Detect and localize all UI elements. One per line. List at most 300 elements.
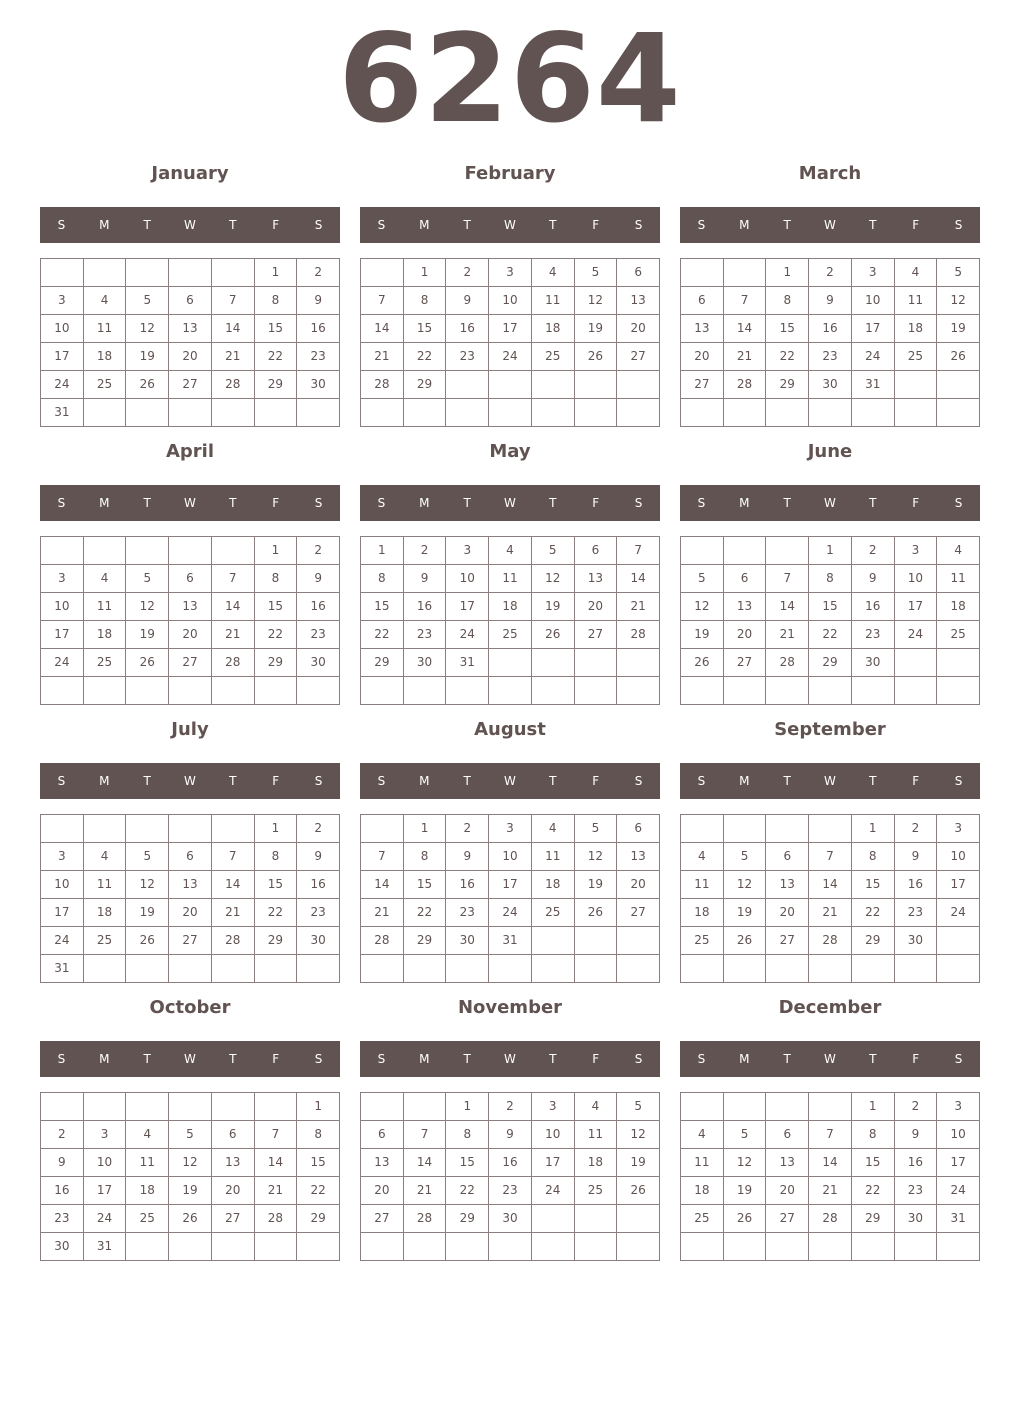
day-cell: 21 [404,1177,447,1205]
day-cell: 16 [895,1149,938,1177]
weekday-label: T [869,774,877,788]
day-cell: 9 [41,1149,84,1177]
day-cell: 12 [681,593,724,621]
empty-cell [41,677,84,705]
weekday-label: T [869,1052,877,1066]
day-cell: 23 [895,1177,938,1205]
day-cell: 5 [937,259,980,287]
empty-cell [84,1093,127,1121]
day-cell: 18 [681,1177,724,1205]
empty-cell [724,537,767,565]
weekday-label: M [99,218,110,232]
day-cell: 9 [852,565,895,593]
day-cell: 19 [617,1149,660,1177]
empty-cell [724,259,767,287]
weekday-label: W [184,218,196,232]
day-cell: 1 [766,259,809,287]
weekday-label: M [419,496,430,510]
month-name: May [489,441,531,462]
empty-cell [852,1233,895,1261]
day-grid [360,536,660,705]
day-cell: 14 [361,315,404,343]
weekday-header [360,1041,660,1077]
empty-cell [489,1233,532,1261]
day-cell: 2 [489,1093,532,1121]
day-cell: 8 [852,843,895,871]
day-cell: 26 [126,927,169,955]
day-cell: 12 [575,843,618,871]
day-cell: 15 [809,593,852,621]
weekday-label: F [272,1052,280,1066]
empty-cell [617,955,660,983]
empty-cell [766,399,809,427]
day-cell: 20 [169,343,212,371]
day-cell: 8 [404,287,447,315]
empty-cell [446,1233,489,1261]
day-cell: 21 [809,1177,852,1205]
month-name: June [807,441,853,462]
day-cell: 5 [575,815,618,843]
empty-cell [126,259,169,287]
month-july [40,712,340,982]
day-cell: 15 [766,315,809,343]
day-cell: 23 [404,621,447,649]
day-cell: 7 [724,287,767,315]
day-cell: 20 [681,343,724,371]
empty-cell [937,649,980,677]
day-cell: 20 [724,621,767,649]
day-cell: 29 [404,371,447,399]
weekday-label: S [697,774,706,788]
weekday-label: F [592,774,600,788]
day-cell: 15 [297,1149,340,1177]
weekday-label: S [57,774,66,788]
day-cell: 18 [937,593,980,621]
empty-cell [852,399,895,427]
day-cell: 14 [724,315,767,343]
empty-cell [575,649,618,677]
weekday-label: S [57,1052,66,1066]
weekday-label: F [592,496,600,510]
day-cell: 3 [489,259,532,287]
day-cell: 2 [297,259,340,287]
empty-cell [724,955,767,983]
day-cell: 21 [617,593,660,621]
day-cell: 24 [852,343,895,371]
empty-cell [895,649,938,677]
day-cell: 8 [255,843,298,871]
day-cell: 29 [766,371,809,399]
day-cell: 16 [41,1177,84,1205]
weekday-header [40,485,340,521]
day-cell: 30 [852,649,895,677]
day-cell: 24 [41,927,84,955]
empty-cell [489,649,532,677]
day-cell: 13 [766,1149,809,1177]
day-cell: 25 [681,1205,724,1233]
day-cell: 18 [84,899,127,927]
day-cell: 27 [361,1205,404,1233]
day-cell: 6 [681,287,724,315]
day-cell: 17 [937,1149,980,1177]
day-grid [360,258,660,427]
day-cell: 4 [681,843,724,871]
day-cell: 1 [852,1093,895,1121]
empty-cell [681,1093,724,1121]
day-cell: 4 [84,287,127,315]
day-cell: 18 [575,1149,618,1177]
day-cell: 29 [404,927,447,955]
empty-cell [255,1093,298,1121]
day-cell: 4 [84,565,127,593]
empty-cell [895,1233,938,1261]
day-cell: 25 [532,899,575,927]
day-cell: 11 [84,593,127,621]
empty-cell [895,955,938,983]
day-cell: 19 [575,315,618,343]
day-cell: 2 [446,259,489,287]
day-cell: 4 [84,843,127,871]
day-cell: 24 [489,343,532,371]
empty-cell [937,371,980,399]
weekday-label: F [592,1052,600,1066]
day-cell: 13 [169,871,212,899]
weekday-label: W [824,774,836,788]
day-cell: 23 [895,899,938,927]
day-cell: 30 [297,649,340,677]
day-cell: 9 [297,843,340,871]
day-cell: 24 [895,621,938,649]
day-cell: 1 [255,537,298,565]
day-cell: 3 [532,1093,575,1121]
empty-cell [617,927,660,955]
day-cell: 10 [489,287,532,315]
empty-cell [41,815,84,843]
day-cell: 28 [212,649,255,677]
empty-cell [575,927,618,955]
weekday-label: M [739,1052,750,1066]
day-cell: 5 [724,1121,767,1149]
day-cell: 25 [84,649,127,677]
day-cell: 11 [84,315,127,343]
weekday-header [680,763,980,799]
empty-cell [297,955,340,983]
weekday-label: S [954,218,963,232]
day-cell: 25 [84,927,127,955]
day-cell: 8 [852,1121,895,1149]
weekday-label: W [504,218,516,232]
month-name: August [474,719,546,740]
day-cell: 12 [937,287,980,315]
day-cell: 3 [41,287,84,315]
empty-cell [681,1233,724,1261]
day-cell: 16 [895,871,938,899]
weekday-label: T [783,218,791,232]
weekday-label: S [314,774,323,788]
day-cell: 26 [575,343,618,371]
weekday-label: S [697,496,706,510]
empty-cell [937,677,980,705]
day-cell: 13 [724,593,767,621]
day-cell: 16 [809,315,852,343]
weekday-label: T [463,218,471,232]
weekday-label: M [419,774,430,788]
day-cell: 13 [361,1149,404,1177]
day-cell: 22 [404,899,447,927]
weekday-label: S [377,774,386,788]
day-cell: 2 [404,537,447,565]
day-cell: 23 [297,343,340,371]
empty-cell [361,955,404,983]
day-grid [40,536,340,705]
month-march [680,156,980,426]
day-cell: 7 [255,1121,298,1149]
empty-cell [809,1233,852,1261]
day-cell: 26 [937,343,980,371]
month-may [360,434,660,704]
empty-cell [212,1233,255,1261]
empty-cell [84,259,127,287]
month-name: January [151,163,229,184]
day-cell: 16 [404,593,447,621]
day-cell: 3 [489,815,532,843]
empty-cell [361,259,404,287]
day-cell: 19 [681,621,724,649]
weekday-label: T [549,496,557,510]
day-cell: 14 [404,1149,447,1177]
day-cell: 26 [724,1205,767,1233]
day-cell: 20 [575,593,618,621]
day-cell: 3 [446,537,489,565]
day-cell: 6 [617,259,660,287]
day-cell: 24 [937,899,980,927]
day-cell: 22 [255,899,298,927]
day-cell: 7 [361,287,404,315]
day-cell: 17 [489,871,532,899]
weekday-label: T [783,1052,791,1066]
empty-cell [126,1093,169,1121]
empty-cell [404,399,447,427]
day-cell: 23 [297,621,340,649]
empty-cell [532,649,575,677]
day-cell: 26 [169,1205,212,1233]
weekday-header [40,207,340,243]
month-january [40,156,340,426]
empty-cell [361,677,404,705]
month-name: March [798,163,862,184]
weekday-label: S [634,1052,643,1066]
day-cell: 16 [852,593,895,621]
empty-cell [532,399,575,427]
weekday-label: F [912,496,920,510]
empty-cell [766,1093,809,1121]
empty-cell [617,677,660,705]
empty-cell [212,815,255,843]
day-cell: 27 [169,649,212,677]
weekday-label: W [504,1052,516,1066]
empty-cell [212,537,255,565]
weekday-label: S [697,1052,706,1066]
day-cell: 27 [617,899,660,927]
day-cell: 22 [809,621,852,649]
empty-cell [575,371,618,399]
empty-cell [84,955,127,983]
day-cell: 9 [489,1121,532,1149]
empty-cell [895,371,938,399]
day-cell: 28 [617,621,660,649]
weekday-label: W [184,774,196,788]
day-cell: 4 [532,259,575,287]
day-cell: 3 [937,815,980,843]
empty-cell [766,537,809,565]
empty-cell [41,259,84,287]
day-cell: 24 [937,1177,980,1205]
empty-cell [532,677,575,705]
weekday-label: S [634,774,643,788]
day-cell: 12 [126,315,169,343]
day-cell: 17 [41,343,84,371]
day-cell: 23 [446,343,489,371]
day-cell: 13 [681,315,724,343]
weekday-label: T [463,774,471,788]
day-cell: 5 [126,565,169,593]
day-cell: 28 [766,649,809,677]
day-cell: 25 [681,927,724,955]
day-cell: 14 [617,565,660,593]
day-cell: 8 [255,565,298,593]
day-cell: 11 [84,871,127,899]
day-cell: 28 [212,371,255,399]
day-cell: 30 [297,371,340,399]
day-cell: 3 [41,843,84,871]
day-cell: 31 [41,399,84,427]
day-grid [360,1092,660,1261]
empty-cell [766,955,809,983]
day-cell: 11 [681,1149,724,1177]
empty-cell [84,815,127,843]
day-cell: 19 [724,899,767,927]
empty-cell [489,371,532,399]
empty-cell [446,677,489,705]
day-cell: 6 [212,1121,255,1149]
day-cell: 4 [532,815,575,843]
weekday-label: S [634,218,643,232]
weekday-label: W [824,496,836,510]
day-cell: 21 [255,1177,298,1205]
empty-cell [852,955,895,983]
empty-cell [84,677,127,705]
weekday-label: T [549,218,557,232]
day-cell: 26 [575,899,618,927]
day-cell: 19 [169,1177,212,1205]
day-cell: 16 [446,871,489,899]
day-cell: 5 [681,565,724,593]
day-cell: 6 [724,565,767,593]
day-cell: 14 [809,871,852,899]
weekday-label: M [419,218,430,232]
weekday-label: M [739,774,750,788]
day-cell: 26 [126,371,169,399]
day-cell: 31 [937,1205,980,1233]
day-cell: 17 [84,1177,127,1205]
day-cell: 29 [446,1205,489,1233]
day-cell: 15 [255,593,298,621]
day-cell: 11 [895,287,938,315]
day-cell: 6 [361,1121,404,1149]
weekday-label: F [912,218,920,232]
weekday-label: F [272,496,280,510]
day-cell: 1 [255,815,298,843]
weekday-label: W [184,496,196,510]
day-cell: 5 [617,1093,660,1121]
day-cell: 10 [852,287,895,315]
day-cell: 3 [84,1121,127,1149]
month-december [680,990,980,1260]
day-cell: 30 [895,927,938,955]
empty-cell [809,677,852,705]
day-cell: 15 [361,593,404,621]
empty-cell [809,1093,852,1121]
day-cell: 27 [169,927,212,955]
day-cell: 5 [532,537,575,565]
day-cell: 1 [852,815,895,843]
year-title: 6264 [338,8,682,150]
empty-cell [169,1093,212,1121]
day-cell: 30 [446,927,489,955]
empty-cell [617,1205,660,1233]
day-cell: 13 [575,565,618,593]
day-cell: 7 [361,843,404,871]
day-cell: 13 [212,1149,255,1177]
day-cell: 22 [255,621,298,649]
day-cell: 31 [84,1233,127,1261]
weekday-label: M [739,496,750,510]
empty-cell [766,1233,809,1261]
day-cell: 31 [41,955,84,983]
day-cell: 11 [126,1149,169,1177]
day-cell: 28 [404,1205,447,1233]
day-cell: 4 [126,1121,169,1149]
weekday-header [360,763,660,799]
day-cell: 21 [212,621,255,649]
month-name: July [171,719,209,740]
day-cell: 12 [126,593,169,621]
empty-cell [126,537,169,565]
weekday-header [40,1041,340,1077]
day-cell: 4 [895,259,938,287]
empty-cell [724,815,767,843]
day-cell: 27 [681,371,724,399]
day-cell: 27 [724,649,767,677]
weekday-label: T [229,774,237,788]
day-cell: 7 [766,565,809,593]
day-cell: 18 [532,871,575,899]
weekday-label: T [549,1052,557,1066]
month-november [360,990,660,1260]
empty-cell [937,955,980,983]
empty-cell [446,955,489,983]
empty-cell [681,537,724,565]
empty-cell [446,371,489,399]
day-cell: 3 [41,565,84,593]
day-cell: 26 [681,649,724,677]
empty-cell [404,1093,447,1121]
day-cell: 7 [617,537,660,565]
empty-cell [681,677,724,705]
empty-cell [126,1233,169,1261]
day-cell: 25 [575,1177,618,1205]
day-cell: 15 [404,315,447,343]
